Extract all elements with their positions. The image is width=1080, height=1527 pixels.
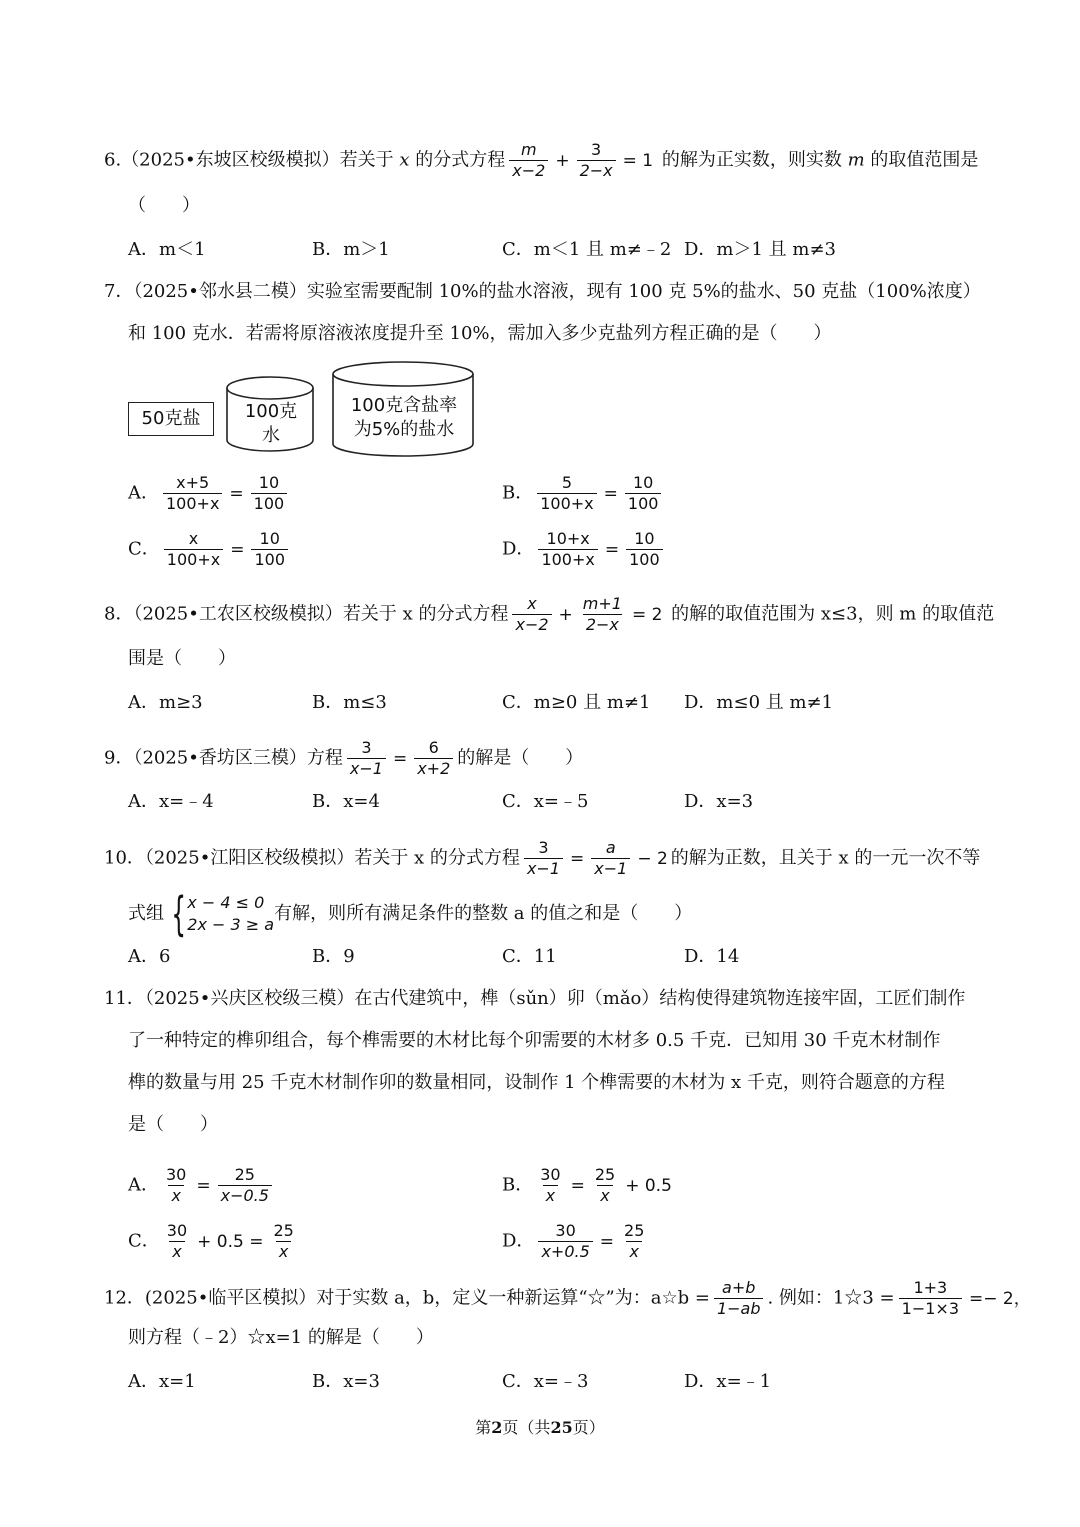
q6-f2-num: 3 [591,140,602,159]
q7-option-c[interactable] [128,529,292,570]
q11-d-frac-1 [538,1221,592,1262]
q7-a-d2: 100 [251,493,288,514]
q10-line2-pre: 式组 [128,903,164,924]
q6-text-pre: 若关于 [339,149,394,171]
q8-head: 8．（2025•工农区校级模拟）若关于 x 的分式方程 [104,603,509,625]
q11-b-d2: x [600,1186,610,1205]
footer-post: 页） [572,1418,605,1437]
q9-option-b[interactable]: B．x=4 [312,791,380,812]
q11-d-d1: x+0.5 [541,1242,590,1261]
footer-total-pages: 25 [550,1418,573,1437]
q11-b-frac-2 [592,1165,618,1206]
q12-f2-den: 1−1×3 [899,1298,962,1319]
q6-fraction-2 [577,140,616,181]
q10-inequality-system [164,887,275,941]
salt-box: 50克盐 [128,402,214,436]
q10-option-a[interactable]: A．6 [128,946,171,967]
q11-d-label: D． [502,1230,535,1252]
q10-head: 10．（2025•江阳区校级模拟）若关于 x 的分式方程 [104,847,520,869]
q7-c-eq: = [230,539,245,560]
q12-head: 12．(2025•临平区模拟）对于实数 a，b，定义一种新运算“☆”为：a☆b = [104,1287,710,1309]
q7-d-n2: 10 [634,529,655,548]
q11-stem-line2: 了一种特定的榫卯组合，每个榫需要的木材比每个卯需要的木材多 0.5 千克．已知用 30 千克木材制作 [128,1030,941,1051]
q7-c-frac-2 [251,529,288,570]
q12-stem-line2: 则方程（﹣2）☆x=1 的解是（ ） [128,1327,434,1348]
q8-f1-den: x−2 [515,615,549,634]
q8-option-b[interactable]: B．m≤3 [312,692,387,713]
q10-fraction-2 [591,838,630,879]
q6-stem [104,140,978,181]
q12-f1-num: a+b [722,1278,756,1297]
q8-f1-num: x [527,594,537,613]
q7-a-label: A． [128,482,159,504]
q11-stem-line1: 11．（2025•兴庆区校级三模）在古代建筑中，榫（sǔn）卯（mǎo）结构使得建筑物连接牢固，工匠们制作 [104,988,966,1009]
q11-c-d1: x [172,1242,182,1261]
q10-f1-den: x−1 [526,859,560,878]
q6-option-b[interactable]: B．m＞1 [312,239,390,260]
q10-sys-line1: x − 4 ≤ 0 [187,893,265,912]
q7-a-n1: x+5 [176,473,210,492]
q10-option-d[interactable]: D．14 [684,946,740,967]
q10-stem [104,838,980,879]
page-footer [0,1415,1080,1438]
water-cylinder-label [228,400,314,448]
q11-b-tail: + 0.5 [625,1175,672,1196]
q6-f2-den: 2−x [579,161,613,180]
q12-option-d[interactable]: D．x=﹣1 [684,1371,772,1392]
water-label-line1: 100克 [244,401,298,422]
q11-c-n1: 30 [166,1221,188,1240]
q8-tail: 的解的取值范围为 x≤3，则 m 的取值范 [671,603,995,625]
q10-tail: 的解为正数，且关于 x 的一元一次不等 [670,847,981,869]
q11-stem-line3: 榫的数量与用 25 千克木材制作卯的数量相同，设制作 1 个榫需要的木材为 x 千克，则符合题意的方程 [128,1072,945,1093]
q6-answer-paren: （ ） [128,195,200,216]
q12-fraction-1 [714,1278,764,1319]
q11-c-d2: x [278,1242,289,1261]
q6-option-a[interactable]: A．m＜1 [128,239,206,260]
q7-d-n1: 10+x [546,529,590,548]
q7-b-frac-2 [625,473,662,514]
q7-b-n1: 5 [561,473,573,492]
q7-a-d1: 100+x [163,493,222,514]
q7-d-d1: 100+x [538,549,597,570]
q7-a-frac-1 [163,473,222,514]
q7-d-label: D． [502,538,535,560]
q8-rhs: = 2 [631,604,663,625]
q11-c-frac-1 [164,1221,190,1262]
q11-stem-line4: 是（ ） [128,1114,218,1135]
q9-f2-den: x+2 [417,759,451,778]
q11-d-n2: 25 [624,1221,645,1240]
q7-b-label: B． [502,482,534,504]
water-label-line2: 水 [262,425,280,446]
q7-stem-line1: 7．（2025•邻水县二模）实验室需要配制 10%的盐水溶液，现有 100 克 5%的盐水、50 克盐（100%浓度） [104,281,981,302]
q6-option-d[interactable]: D．m＞1 且 m≠3 [684,239,836,260]
q6-text-post: 的解为正实数，则实数 [661,149,842,171]
q8-fraction-1 [512,594,551,635]
q9-f1-num: 3 [361,738,372,757]
q11-c-frac-2 [270,1221,296,1262]
q7-option-d[interactable] [502,529,667,570]
q9-option-c[interactable]: C．x=﹣5 [502,791,589,812]
q11-a-label: A． [128,1174,159,1196]
q11-a-d2: x−0.5 [220,1186,269,1205]
q8-f2-num: m+1 [582,594,622,613]
q6-var-x: x [399,149,410,171]
q9-tail: 的解是（ ） [457,747,584,769]
q8-f2-den: 2−x [585,615,619,634]
q8-fraction-2 [580,594,625,635]
q11-option-c[interactable] [128,1221,301,1262]
q8-option-a[interactable]: A．m≥3 [128,692,203,713]
q10-f2-num: a [605,838,616,857]
q10-brace: { [171,887,186,941]
q8-plus: + [558,604,573,625]
footer-page-number: 2 [491,1418,503,1437]
q11-c-mid: + 0.5 = [197,1231,264,1252]
q7-c-frac-1 [164,529,223,570]
q7-c-d2: 100 [251,549,288,570]
q12-f2-num: 1+3 [913,1278,948,1297]
q11-option-d[interactable] [502,1221,651,1262]
q11-d-d2: x [629,1242,639,1261]
q7-option-a[interactable] [128,473,291,514]
q11-b-n1: 30 [540,1165,561,1184]
q11-c-n2: 25 [273,1221,294,1240]
q10-line2-post: 有解，则所有满足条件的整数 a 的值之和是（ ） [274,903,693,924]
q7-b-d1: 100+x [537,493,596,514]
q11-b-frac-1 [537,1165,563,1206]
q12-option-a[interactable]: A．x=1 [128,1371,196,1392]
q7-d-frac-2 [626,529,663,570]
q7-stem-line2: 和 100 克水．若需将原溶液浓度提升至 10%，需加入多少克盐列方程正确的是（ ） [128,323,832,344]
q6-rhs: = 1 [622,150,654,171]
q9-head: 9．（2025•香坊区三模）方程 [104,747,343,769]
q9-stem [104,738,583,779]
q10-minus2: − 2 [637,848,668,869]
q11-option-b[interactable] [502,1165,675,1206]
q7-b-n2: 10 [633,473,654,492]
q6-option-c[interactable]: C．m＜1 且 m≠﹣2 [502,239,672,260]
q11-c-label: C． [128,1230,160,1252]
q7-d-eq: = [604,539,620,560]
q9-option-a[interactable]: A．x=﹣4 [128,791,214,812]
q6-f1-den: x−2 [512,161,546,180]
q6-source: （2025•东坡区校级模拟） [121,149,340,171]
q7-d-frac-1 [538,529,597,570]
q6-plus: + [555,150,570,171]
q11-a-d1: x [171,1186,181,1205]
q9-fraction-2 [414,738,453,779]
q11-a-eq: = [196,1175,211,1196]
q12-fraction-2 [899,1278,962,1319]
brine-cylinder-label [334,394,474,442]
q11-b-n2: 25 [594,1165,616,1184]
q6-number: 6. [104,149,122,171]
q6-text-mid: 的分式方程 [415,149,506,171]
q6-f1-num: m [520,140,537,159]
q11-option-a[interactable] [128,1165,276,1206]
q10-f1-num: 3 [538,838,549,857]
q11-b-d1: x [545,1186,556,1205]
q9-f1-den: x−1 [349,759,383,778]
q8-option-c[interactable]: C．m≥0 且 m≠1 [502,692,651,713]
brine-label-line1: 100克含盐率 [350,395,458,416]
q7-a-eq: = [229,483,244,504]
q7-c-d1: 100+x [164,549,223,570]
q12-tail: =− 2， [969,1288,1031,1309]
q7-d-d2: 100 [626,549,663,570]
q10-f2-den: x−1 [594,859,628,878]
q9-option-d[interactable]: D．x=3 [684,791,754,812]
q11-a-n2: 25 [234,1165,255,1184]
q11-b-eq: = [570,1175,585,1196]
q11-d-frac-2 [621,1221,647,1262]
q7-a-n2: 10 [258,473,280,492]
q6-text-tail: 的取值范围是 [870,149,979,171]
q12-stem [104,1278,1034,1319]
q11-d-n1: 30 [555,1221,576,1240]
q9-f2-num: 6 [428,738,439,757]
q10-sys-line2: 2x − 3 ≥ a [187,915,275,934]
q9-fraction-1 [347,738,386,779]
q11-a-frac-2 [218,1165,272,1206]
q6-var-m: m [847,149,865,171]
q12-f1-den: 1−ab [716,1299,761,1318]
q8-option-d[interactable]: D．m≤0 且 m≠1 [684,692,834,713]
q7-c-n1: x [188,529,199,548]
q8-stem [104,594,994,635]
q11-d-eq: = [599,1231,615,1252]
q10-fraction-1 [524,838,563,879]
q11-a-frac-1 [163,1165,189,1206]
q10-option-b[interactable]: B．9 [312,946,355,967]
q7-c-label: C． [128,538,160,560]
brine-label-line2: 为5%的盐水 [353,419,455,440]
q7-b-eq: = [603,483,618,504]
q11-b-label: B． [502,1174,534,1196]
q7-a-frac-2 [251,473,288,514]
q12-option-c[interactable]: C．x=﹣3 [502,1371,589,1392]
footer-mid: 页（共 [502,1418,551,1437]
footer-pre: 第 [475,1418,492,1437]
q8-stem-line2: 围是（ ） [128,648,236,669]
q7-b-frac-1 [537,473,596,514]
q7-c-n2: 10 [259,529,280,548]
q12-option-b[interactable]: B．x=3 [312,1371,380,1392]
q10-option-c[interactable]: C．11 [502,946,557,967]
q10-stem-line2 [128,887,693,941]
q11-a-n1: 30 [166,1165,187,1184]
q9-eq: = [392,748,408,769]
q7-b-d2: 100 [625,493,662,514]
q7-option-b[interactable] [502,473,665,514]
q10-eq: = [570,848,585,869]
q12-mid: . 例如：1☆3 = [767,1287,895,1309]
q6-fraction-1 [509,140,548,181]
